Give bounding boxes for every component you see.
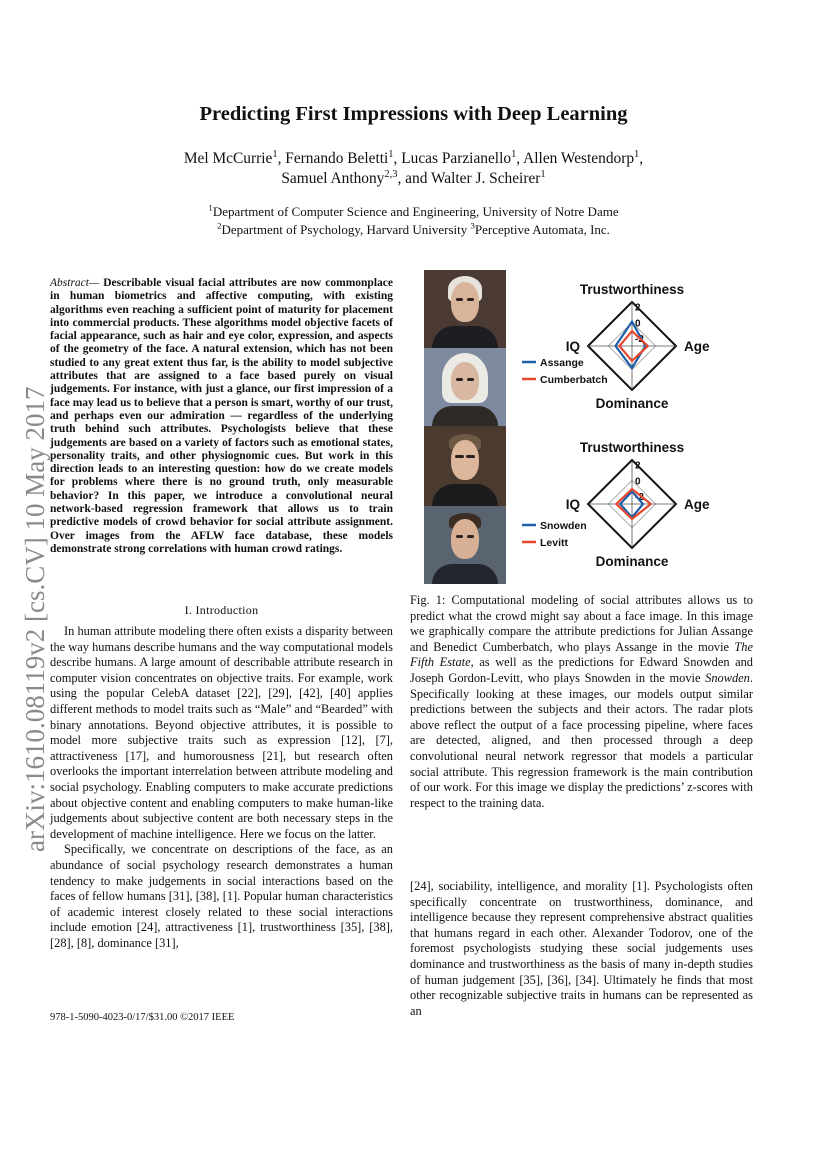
author-sup: 1 — [388, 148, 394, 160]
radar-axis-label: IQ — [565, 497, 580, 512]
radar-charts — [510, 278, 740, 578]
legend-label: Levitt — [540, 537, 569, 549]
abstract-text: Describable visual facial attributes are now commonplace in human biometrics and affective computing, with existing algorithms even reaching a sufficient point of maturity for placement into commercial products. These algorithms model objective facets of facial appearance, such as hair and eye color, expression, and aspects of the geometry of the face. A natural extension, which has not been studied to any great extent thus far, is the ability to model subjective attributes that are assigned to a face based purely on visual judgements. For instance, with just a glance, our first impression of a face may lead us to believe that a person is smart, worthy of our trust, and perhaps even our admiration — regardless of the underlying truth behind such attributes. Psychologists believe that these judgements are based on a variety of factors such as emotional states, personality traits, and other physiognomic cues. But work in this direction leads to an interesting question: how do we create models for problems where there is no ground truth, only measurable behavior? In this paper, we introduce a convolutional neural network-based regression framework that allows us to train predictive models of crowd behavior for social attribute assignment. Over images from the AFLW face database, these models demonstrate strong correlations with human crowd ratings. — [50, 277, 393, 555]
abstract-lead: Abstract— — [50, 277, 100, 289]
radar-svg — [510, 278, 740, 578]
radar-axis-label: IQ — [565, 339, 580, 354]
right-column-text — [410, 879, 753, 1019]
affil-line: Perceptive Automata, Inc. — [474, 222, 610, 237]
author-sup: 1 — [272, 148, 278, 160]
author: Allen Westendorp — [523, 150, 635, 167]
author-sup: 1 — [540, 168, 546, 180]
intro-text — [50, 624, 393, 951]
radar-tick-label: 0 — [635, 318, 641, 330]
affil-sup: 2 — [217, 220, 222, 231]
radar-axis-label: Dominance — [595, 396, 669, 411]
radar-tick-label: -2 — [635, 334, 644, 346]
paragraph: In human attribute modeling there often exists a disparity between the way humans describe humans and the way computational models describe humans. A large amount of describable attribute research in computer vision concentrates on objective traits. For example, work using the popular CelebA dataset [22], [29], [42], [40] applies different methods to model traits such as “Male” and “Bearded” with binary annotations. Beyond objective attributes, it is possible to model more subjective traits such as expression [12], [7], attractiveness [17], and humorousness [21], but research often overlooks the important interrelation between attribute modeling and social psychology. Enabling computers to make accurate predictions about objective content and enabling computers to make human-like judgements about subjective content are both necessary steps in the development of machine intelligence. Here we focus on the latter. — [50, 624, 393, 841]
radar-tick-label: 2 — [635, 460, 641, 472]
radar-axis-label: Dominance — [595, 554, 669, 569]
author-sup: 2,3 — [384, 168, 398, 180]
paragraph: [24], sociability, intelligence, and morality [1]. Psychologists often specifically concentrate on trustworthiness, dominance, and intelligence because they represent comprehensive abstract qualities that humans regard in each other. Alexander Todorov, one of the foremost psychologists studying these social judgements uses dominance and trustworthiness as the basis of many in-depth studies of human judgement [35], [36], [34]. Ultimately he finds that most other recognizable subjective traits in humans can be represented as an — [410, 879, 753, 1018]
author-list: Mel McCurrie$^1$, Fernando Beletti$^1$, Lucas Parzianello$^1$, Allen Westendorp$^1$, Samuel Anthony$^{2,3}$, and Walter J. Scheirer$^1$ — [183, 148, 644, 187]
face-photo — [424, 506, 506, 584]
radar-axis-label: Trustworthiness — [579, 282, 685, 297]
face-photo — [424, 348, 506, 426]
caption-text: , as well as the predictions for Edward Snowden and Joseph Gordon-Levitt, who plays Snowden in the movie — [410, 655, 753, 685]
author-sup: 1 — [634, 148, 640, 160]
figure-caption — [410, 593, 753, 811]
affil-sup: 3 — [470, 220, 475, 231]
affil-line: Department of Psychology, Harvard University — [221, 222, 471, 237]
paragraph: Specifically, we concentrate on descriptions of the face, as an abundance of social psychology research demonstrates a human tendency to make judgements in social interactions based on the faces of fellow humans [31], [38], [1]. Popular human characteristics of academic interest closely related to these social interactions include emotion [24], attractiveness [1], trustworthiness [35], [38], [28], [8], dominance [31], — [50, 842, 393, 950]
caption-text: Fig. 1: Computational modeling of social attributes allows us to predict what the crowd might say about a face image. In this image we graphically compare the attribute predictions for Julian Assange and Benedict Cumberbatch, who plays Assange in the movie — [410, 593, 753, 654]
radar-tick-label: 0 — [635, 476, 641, 488]
radar-tick-label: 2 — [635, 302, 641, 314]
copyright-footer: 978-1-5090-4023-0/17/$31.00 ©2017 IEEE — [50, 1012, 235, 1023]
caption-text: . Specifically looking at these images, our models output similar predictions between the subjects and their actors. The radar plots above reflect the output of a face processing pipeline, where faces are detected, aligned, and then processed through a deep convolutional neural network regressor that models a particular social attribute. This regression framework is the main contribution of our work. For this image we display the predictions’ z-scores with respect to the training data. — [410, 670, 753, 810]
radar-axis-label: Trustworthiness — [579, 440, 685, 455]
radar-axis-label: Age — [684, 497, 710, 512]
legend-label: Assange — [540, 357, 584, 369]
author: Lucas Parzianello — [401, 150, 512, 167]
author: Samuel Anthony — [281, 170, 385, 187]
caption-movie-title: Snowden — [705, 670, 750, 685]
caption-movie-title: The Fifth Estate — [410, 639, 753, 670]
affiliations — [100, 203, 727, 239]
author: Walter J. Scheirer — [430, 170, 541, 187]
author: Mel McCurrie — [183, 150, 273, 167]
arxiv-stamp-text: arXiv:1610.08119v2 [cs.CV] 10 May 2017 — [20, 386, 50, 852]
abstract — [50, 277, 393, 556]
face-photo — [424, 270, 506, 348]
author-sup: 1 — [511, 148, 517, 160]
arxiv-side-stamp — [14, 300, 54, 860]
radar-axis-label: Age — [684, 339, 710, 354]
section-heading: I. Introduction — [184, 603, 259, 617]
affil-line: Department of Computer Science and Engineering, University of Notre Dame — [212, 204, 619, 219]
author: Fernando Beletti — [285, 150, 389, 167]
face-photo — [424, 426, 506, 506]
paper-title: Predicting First Impressions with Deep Learning — [199, 103, 628, 125]
legend-label: Cumberbatch — [540, 374, 608, 386]
legend-label: Snowden — [540, 520, 587, 532]
radar-tick-label: -2 — [635, 492, 644, 504]
affil-sup: 1 — [208, 202, 213, 213]
face-images — [424, 270, 506, 584]
